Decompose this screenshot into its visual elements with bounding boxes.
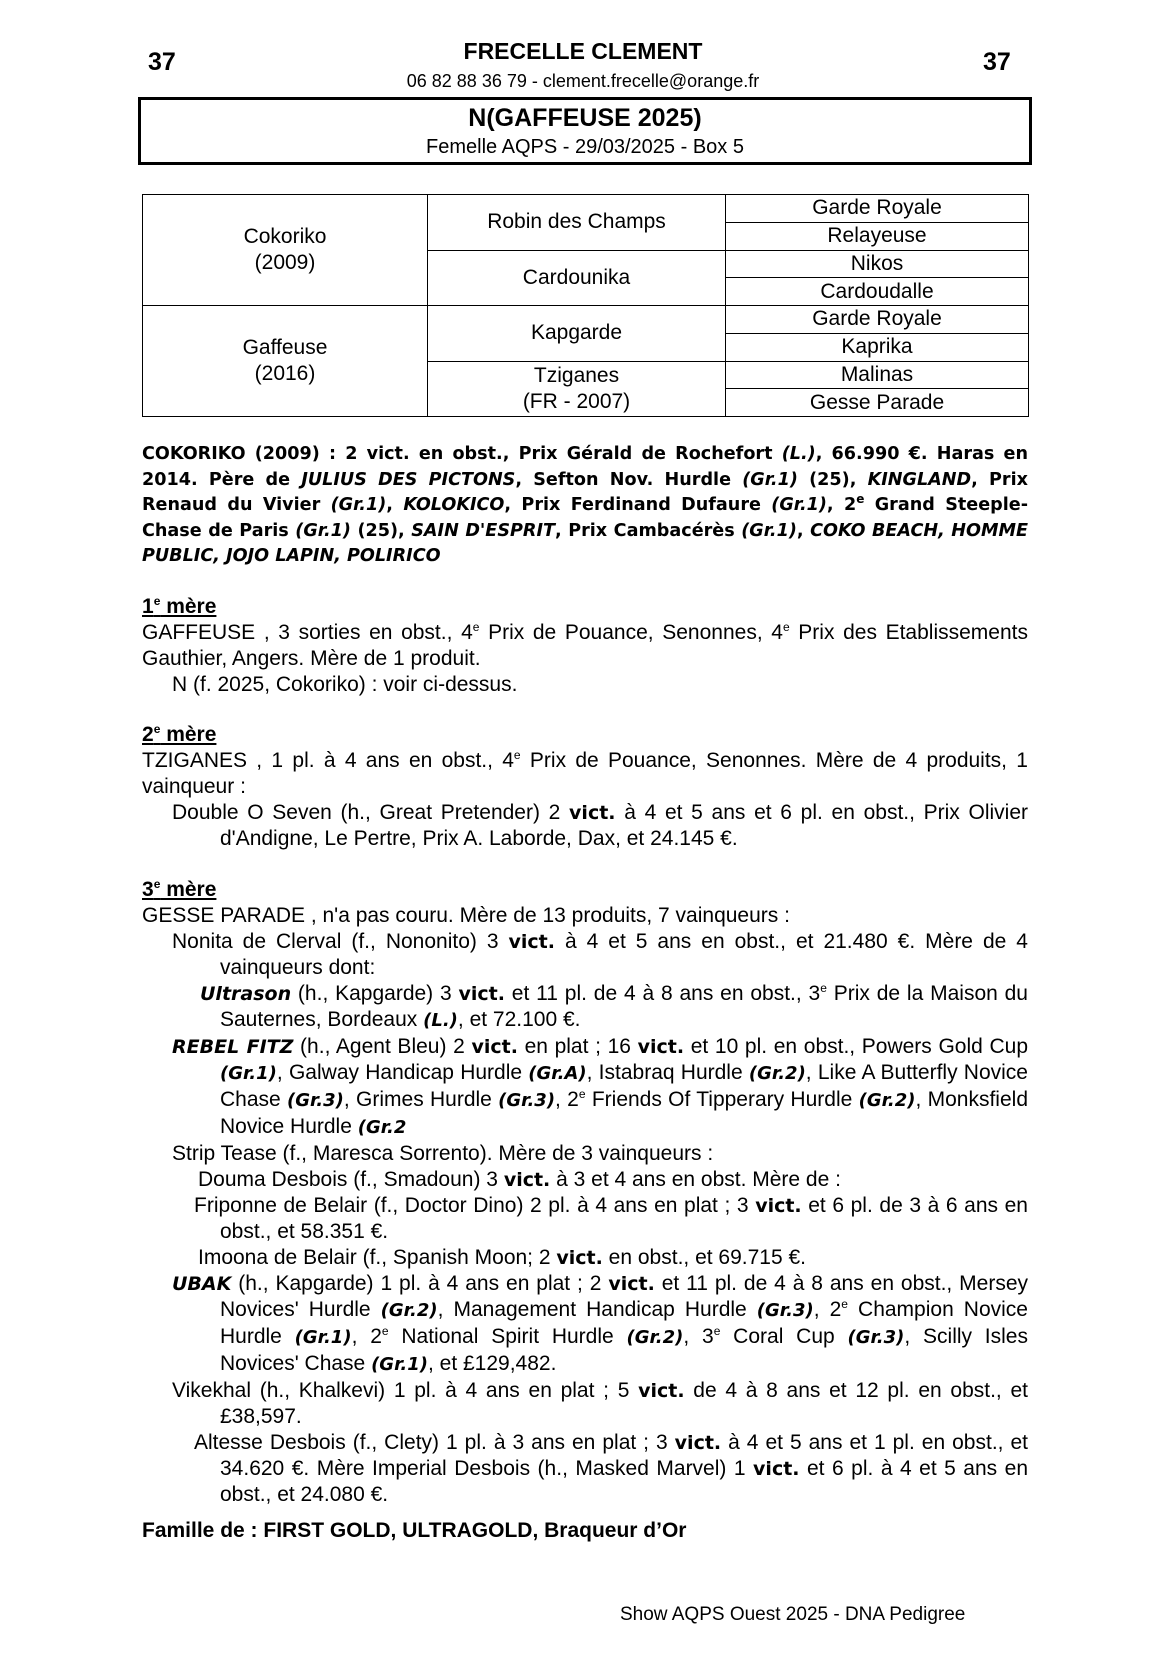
first-dam-section	[142, 594, 1028, 698]
ped-sdd: Cardoudalle	[726, 278, 1029, 306]
second-dam-text: TZIGANES , 1 pl. à 4 ans en obst., 4e Prix de Pouance, Senonnes. Mère de 4 produits, 1 vainqueur :	[142, 748, 1028, 798]
produce-imoona: Imoona de Belair (f., Spanish Moon; 2 vict. en obst., et 69.715 €.	[198, 1246, 806, 1269]
second-dam-produce: Double O Seven (h., Great Pretender) 2 vict. à 4 et 5 ans et 6 pl. en obst., Prix Olivier d'Andigne, Le Pertre, Prix A. Laborde, Dax, et 24.145 €.	[172, 801, 1029, 850]
produce-rebel-fitz: REBEL FITZ (h., Agent Bleu) 2 vict. en plat ; 16 vict. et 10 pl. en obst., Powers Gold Cup (Gr.1), Galway Handicap Hurdle (Gr.A), Istabraq Hurdle (Gr.2), Like A Butterfly Novice Chase (Gr.3), Grimes Hurdle (Gr.3), 2e Friends Of Tipperary Hurdle (Gr.2), Monksfield Novice Hurdle (Gr.2	[172, 1035, 1028, 1138]
sire-description: COKORIKO (2009) : 2 vict. en obst., Prix Gérald de Rochefort (L.), 66.990 €. Haras en 2014. Père de JULIUS DES PICTONS, Sefton Nov. Hurdle (Gr.1) (25), KINGLAND, Prix Renaud du Vivier (Gr.1), KOLOKICO, Prix Ferdinand Dufaure (Gr.1), 2e Grand Steeple-Chase de Paris (Gr.1) (25), SAIN D'ESPRIT, Prix Cambacérès (Gr.1), COKO BEACH, HOMME PUBLIC, JOJO LAPIN, POLIRICO	[142, 444, 1029, 566]
ped-ssd: Relayeuse	[726, 222, 1029, 250]
third-dam-heading: 3e mère	[142, 877, 217, 901]
second-dam-heading: 2e mère	[142, 722, 217, 746]
ped-dam: Gaffeuse (2016)	[143, 306, 428, 417]
pedigree-table	[142, 194, 1029, 417]
breeder-name: FRECELLE CLEMENT	[463, 38, 703, 64]
produce-ubak: UBAK (h., Kapgarde) 1 pl. à 4 ans en plat ; 2 vict. et 11 pl. de 4 à 8 ans en obst., Mersey Novices' Hurdle (Gr.2), Management Handicap Hurdle (Gr.3), 2e Champion Novice Hurdle (Gr.1), 2e National Spirit Hurdle (Gr.2), 3e Coral Cup (Gr.3), Scilly Isles Novices' Chase (Gr.1), et £129,482.	[172, 1272, 1028, 1375]
produce-vikekhal: Vikekhal (h., Khalkevi) 1 pl. à 4 ans en plat ; 5 vict. de 4 à 8 ans et 12 pl. en obst., et £38,597.	[172, 1379, 1028, 1428]
ped-ddd: Gesse Parade	[726, 389, 1029, 417]
produce-friponne: Friponne de Belair (f., Doctor Dino) 2 pl. à 4 ans en plat ; 3 vict. et 6 pl. de 3 à 6 ans en obst., et 58.351 €.	[194, 1194, 1028, 1243]
breeder-contact: 06 82 88 36 79 - clement.frecelle@orange.fr	[406, 71, 760, 91]
ped-sire-dam: Cardounika	[428, 250, 726, 306]
ped-dss: Garde Royale	[726, 306, 1029, 334]
third-dam-text: GESSE PARADE , n'a pas couru. Mère de 13 produits, 7 vainqueurs :	[142, 904, 790, 927]
produce-douma: Douma Desbois (f., Smadoun) 3 vict. à 3 et 4 ans en obst. Mère de :	[198, 1168, 841, 1191]
ped-dam-sire: Kapgarde	[428, 306, 726, 362]
family-line: Famille de : FIRST GOLD, ULTRAGOLD, Braqueur d’Or	[142, 1519, 687, 1542]
ped-sire-sire: Robin des Champs	[428, 195, 726, 251]
page-footer: Show AQPS Ouest 2025 - DNA Pedigree	[620, 1604, 966, 1625]
ped-dds: Malinas	[726, 361, 1029, 389]
ped-sds: Nikos	[726, 250, 1029, 278]
ped-dam-dam: Tziganes (FR - 2007)	[428, 361, 726, 417]
first-dam-text: GAFFEUSE , 3 sorties en obst., 4e Prix de Pouance, Senonnes, 4e Prix des Etablissements Gauthier, Angers. Mère de 1 produit.	[142, 620, 1028, 670]
produce-altesse: Altesse Desbois (f., Clety) 1 pl. à 3 ans en plat ; 3 vict. à 4 et 5 ans et 1 pl. en obst., et 34.620 €. Mère Imperial Desbois (h., Masked Marvel) 1 vict. et 6 pl. à 4 et 5 ans en obst., et 24.080 €.	[194, 1431, 1028, 1506]
produce-ultrason: Ultrason (h., Kapgarde) 3 vict. et 11 pl. de 4 à 8 ans en obst., 3e Prix de la Maison du Sauternes, Bordeaux (L.), et 72.100 €.	[200, 981, 1028, 1031]
first-dam-produce: N (f. 2025, Cokoriko) : voir ci-dessus.	[172, 673, 518, 696]
horse-info: Femelle AQPS - 29/03/2025 - Box 5	[426, 136, 744, 158]
first-dam-heading: 1e mère	[142, 594, 217, 618]
produce-nonita: Nonita de Clerval (f., Nononito) 3 vict. à 4 et 5 ans en obst., et 21.480 €. Mère de 4 vainqueurs dont:	[172, 930, 1028, 979]
lot-number-left: 37	[148, 48, 176, 76]
ped-dsd: Kaprika	[726, 333, 1029, 361]
produce-strip-tease: Strip Tease (f., Maresca Sorrento). Mère de 3 vainqueurs :	[172, 1142, 714, 1165]
lot-number-right: 37	[983, 48, 1011, 76]
horse-title-box	[138, 97, 1032, 165]
ped-sss: Garde Royale	[726, 195, 1029, 223]
horse-name: N(GAFFEUSE 2025)	[468, 104, 702, 132]
third-dam-section	[142, 877, 1028, 1508]
second-dam-section	[142, 722, 1028, 852]
ped-sire: Cokoriko (2009)	[143, 195, 428, 306]
